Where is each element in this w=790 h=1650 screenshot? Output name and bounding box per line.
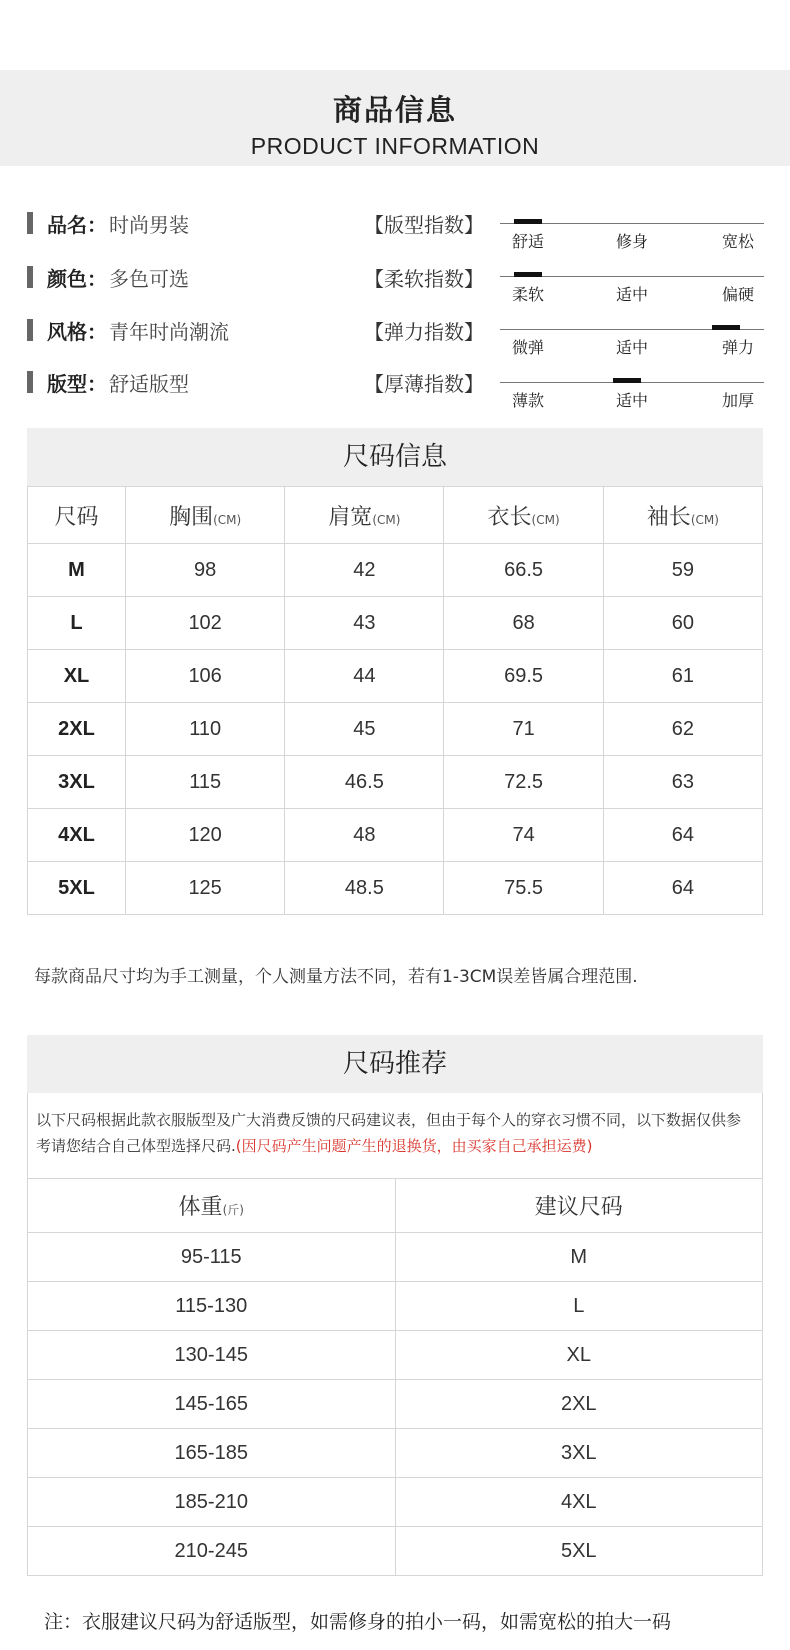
table-row [28,597,763,650]
size-col-header [28,487,126,544]
recommend-col-header [28,1179,396,1233]
table-row [28,1233,763,1282]
table-row [28,1527,763,1576]
measure-cell: 72.5 [444,756,603,809]
measure-note: 每款商品尺寸均为手工测量，个人测量方法不同，若有1-3CM误差皆属合理范围. [34,967,638,987]
scale-left-label: 薄款 [512,391,545,410]
recommend-col-header [395,1179,763,1233]
col-header-unit: (斤) [222,1203,244,1217]
measure-cell: 46.5 [285,756,444,809]
col-header-label: 袖长 [646,504,691,530]
index-label: 【柔软指数】 [364,267,484,291]
index-label: 【版型指数】 [364,213,484,237]
measure-cell: 68 [444,597,603,650]
col-header-unit: (CM) [372,512,401,527]
col-header-unit: (CM) [531,512,560,527]
recommended-size-cell: L [395,1282,763,1331]
col-header-unit: (CM) [690,512,719,527]
size-table-header [28,487,763,544]
size-table [27,486,763,915]
scale-right-label: 偏硬 [722,285,755,304]
index-scale [500,378,764,418]
attribute-key: 风格： [47,319,107,344]
measure-cell: 66.5 [444,544,603,597]
attribute-marker [27,266,33,288]
scale-mid-label: 适中 [616,285,649,304]
measure-cell: 48 [285,809,444,862]
recommend-table [27,1178,763,1576]
recommended-size-cell: M [395,1233,763,1282]
measure-cell: 125 [126,862,285,915]
measure-cell: 59 [603,544,762,597]
recommended-size-cell: XL [395,1331,763,1380]
measure-cell: 63 [603,756,762,809]
size-cell: 2XL [28,703,126,756]
size-col-header [603,487,762,544]
scale-mid-label: 适中 [616,391,649,410]
recommend-warning: (因尺码产生问题产生的退换货，由买家自己承担运费) [235,1137,593,1155]
measure-cell: 75.5 [444,862,603,915]
measure-cell: 102 [126,597,285,650]
attribute-value: 时尚男装 [109,212,189,237]
scale-right-label: 加厚 [722,391,755,410]
measure-cell: 71 [444,703,603,756]
table-row [28,862,763,915]
scale-left-label: 舒适 [512,232,545,251]
index-scale [500,272,764,312]
measure-cell: 64 [603,809,762,862]
table-row [28,1380,763,1429]
attribute-row [27,208,189,238]
scale-marker [514,219,542,224]
attribute-key: 品名： [47,212,107,237]
attribute-key: 版型： [47,371,107,396]
table-row [28,703,763,756]
weight-cell: 165-185 [28,1429,396,1478]
scale-right-label: 宽松 [722,232,755,251]
measure-cell: 110 [126,703,285,756]
table-row [28,1282,763,1331]
scale-mid-label: 适中 [616,338,649,357]
size-col-header [126,487,285,544]
attribute-marker [27,371,33,393]
col-header-label: 尺码 [54,504,99,530]
index-label: 【厚薄指数】 [364,372,484,396]
col-header-unit: (CM) [213,512,242,527]
index-label: 【弹力指数】 [364,320,484,344]
footer-note: 注：衣服建议尺码为舒适版型，如需修身的拍小一码，如需宽松的拍大一码 [44,1611,672,1633]
attribute-value: 多色可选 [109,266,189,291]
measure-cell: 115 [126,756,285,809]
recommend-desc-text: 以下尺码根据此款衣服版型及广大消费反馈的尺码建议表，但由于每个人的穿衣习惯不同，以下数据仅供参考请您结合自己体型选择尺码. [36,1111,742,1155]
size-info-title: 尺码信息 [27,428,763,486]
weight-cell: 115-130 [28,1282,396,1331]
recommend-description [27,1093,763,1178]
measure-cell: 98 [126,544,285,597]
scale-right-label: 弹力 [722,338,755,357]
size-cell: M [28,544,126,597]
table-row [28,1478,763,1527]
table-row [28,650,763,703]
recommended-size-cell: 2XL [395,1380,763,1429]
col-header-label: 衣长 [487,504,532,530]
measure-cell: 60 [603,597,762,650]
attribute-value: 青年时尚潮流 [109,319,229,344]
measure-cell: 61 [603,650,762,703]
size-recommend-title: 尺码推荐 [27,1035,763,1093]
measure-cell: 48.5 [285,862,444,915]
attribute-marker [27,212,33,234]
weight-cell: 210-245 [28,1527,396,1576]
weight-cell: 185-210 [28,1478,396,1527]
measure-cell: 43 [285,597,444,650]
measure-cell: 45 [285,703,444,756]
attribute-row [27,262,189,292]
measure-cell: 69.5 [444,650,603,703]
scale-left-label: 微弹 [512,338,545,357]
measure-cell: 74 [444,809,603,862]
header-title-en: PRODUCT INFORMATION [250,133,540,159]
size-cell: 4XL [28,809,126,862]
header-title-cn: 商品信息 [332,93,457,127]
size-col-header [444,487,603,544]
attribute-row [27,315,229,345]
measure-cell: 44 [285,650,444,703]
size-cell: 5XL [28,862,126,915]
table-row [28,1331,763,1380]
col-header-label: 胸围 [169,504,214,530]
attribute-marker [27,319,33,341]
scale-marker [712,325,740,330]
attribute-key: 颜色： [47,266,107,291]
measure-cell: 42 [285,544,444,597]
table-row [28,1429,763,1478]
attribute-value: 舒适版型 [109,371,189,396]
weight-cell: 130-145 [28,1331,396,1380]
size-col-header [285,487,444,544]
index-scale [500,325,764,365]
recommend-table-header [28,1179,763,1233]
measure-cell: 64 [603,862,762,915]
weight-cell: 95-115 [28,1233,396,1282]
measure-cell: 106 [126,650,285,703]
table-row [28,809,763,862]
measure-cell: 62 [603,703,762,756]
product-info-header [0,70,790,166]
table-row [28,544,763,597]
scale-marker [514,272,542,277]
table-row [28,756,763,809]
scale-marker [613,378,641,383]
attribute-row [27,367,189,397]
recommended-size-cell: 5XL [395,1527,763,1576]
weight-cell: 145-165 [28,1380,396,1429]
size-cell: XL [28,650,126,703]
index-scale [500,219,764,259]
recommended-size-cell: 4XL [395,1478,763,1527]
col-header-label: 肩宽 [328,504,373,530]
recommended-size-cell: 3XL [395,1429,763,1478]
measure-cell: 120 [126,809,285,862]
size-cell: L [28,597,126,650]
size-cell: 3XL [28,756,126,809]
scale-left-label: 柔软 [512,285,545,304]
col-header-label: 体重 [178,1195,223,1220]
scale-mid-label: 修身 [616,232,649,251]
col-header-label: 建议尺码 [534,1195,623,1220]
